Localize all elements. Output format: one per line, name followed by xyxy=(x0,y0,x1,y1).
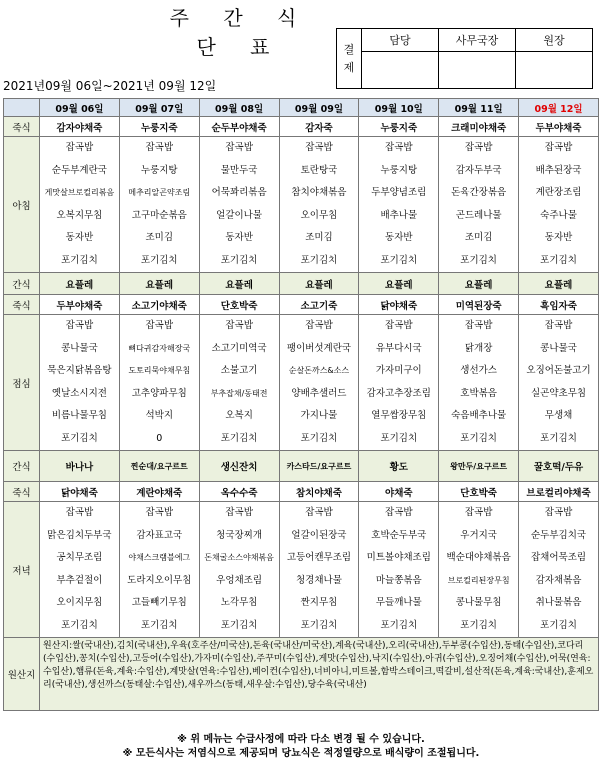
menu-item: 오징어돈불고기 xyxy=(526,365,591,376)
breakfast-day-cell xyxy=(279,137,359,273)
snack-pm-label: 간식 xyxy=(4,451,40,482)
day-header: 09월 10일 xyxy=(359,99,439,117)
menu-item: 잡곡밥 xyxy=(225,320,253,331)
lunch-label: 점심 xyxy=(4,315,40,451)
menu-item: 물만두국 xyxy=(220,164,258,176)
breakfast-label: 아침 xyxy=(4,137,40,273)
lunch-day-cell xyxy=(519,315,599,451)
menu-item: 감자고추장조림 xyxy=(366,387,431,399)
menu-item: 뼈다귀감자해장국 xyxy=(128,343,191,353)
menu-item: 짠지무침 xyxy=(300,597,338,608)
lunch-day-cell xyxy=(119,315,199,451)
menu-item: 잡곡밥 xyxy=(225,142,253,153)
menu-item: 얼갈이나물 xyxy=(216,209,263,221)
menu-item: 메추리알곤약조림 xyxy=(128,188,191,197)
lunch-day-cell xyxy=(439,315,519,451)
menu-item: 포기김치 xyxy=(540,619,577,631)
snack-am-cell: 요플레 xyxy=(199,273,279,295)
snack-pm-cell: 찐순대/요구르트 xyxy=(119,451,199,482)
menu-item: 잡곡밥 xyxy=(464,507,493,518)
approval-sign-director[interactable] xyxy=(516,52,593,89)
dinner-day-cell xyxy=(279,502,359,638)
origin-text: 원산지:쌀(국내산),김치(국내산),우육(호주산/미국산),돈육(국내산/미국산),계육(국내산),오리(국내산),두부콩(수입산),동태(수입산),코다리(수입산),꽁치(수입산),고등어(수입산),가자미(수입산),주꾸미(수입산),게맛(수입산),낙지(수입산),아귀(수입산),오징어채(수입산),어묵(연육:수입산),햄류(돈육,계육:수입산),계맛살(연육:수입산),베이컨(수입산),너비아니,미트볼,함박스테이크,떡갈비,설산적(돈육,계육:국내산),훈제오리(국내산),생선까스(동태살:수입산),새우까스(동태,새우살:수입산),당수육(국내산) xyxy=(40,638,599,711)
menu-item: 동자반 xyxy=(225,232,253,243)
day-header: 09월 07일 xyxy=(119,99,199,117)
menu-item: 토란탕국 xyxy=(300,164,338,176)
breakfast-day-cell xyxy=(519,137,599,273)
menu-item: 소고기미역국 xyxy=(211,342,267,354)
breakfast-porridge-cell: 감자야채죽 xyxy=(40,117,120,137)
approval-label xyxy=(337,29,362,89)
menu-item: 잡채어묵조림 xyxy=(531,552,587,563)
menu-item: 오복지 xyxy=(225,410,253,421)
dinner-porridge-cell: 참치야채죽 xyxy=(279,482,359,502)
menu-item: 고등어캔무조림 xyxy=(286,552,352,563)
weekly-menu-table xyxy=(3,98,599,711)
lunch-porridge-cell: 두부야채죽 xyxy=(40,295,120,315)
notice-change: ※ 위 메뉴는 수급사정에 따라 다소 변경 될 수 있습니다. xyxy=(177,734,425,745)
lunch-porridge-cell: 소고기죽 xyxy=(279,295,359,315)
menu-item: 포기김치 xyxy=(460,619,497,631)
menu-item: 공치무조림 xyxy=(56,552,103,563)
menu-item: 포기김치 xyxy=(61,254,98,266)
menu-item: 잡곡밥 xyxy=(385,507,413,518)
snack-pm-cell: 바나나 xyxy=(40,451,120,482)
menu-item: 잡곡밥 xyxy=(145,142,174,153)
lunch-day-cell xyxy=(40,315,120,451)
lunch-day-cell xyxy=(359,315,439,451)
menu-item: 묵은지닭볶음탕 xyxy=(47,365,112,376)
menu-item: 감자두부국 xyxy=(455,164,502,176)
menu-item: 포기김치 xyxy=(460,432,497,444)
menu-item: 포기김치 xyxy=(140,254,178,266)
dinner-porridge-cell: 닭야채죽 xyxy=(40,482,120,502)
menu-item: 돈채굴소스야채볶음 xyxy=(204,553,274,562)
menu-item: 부추잡채/동태전 xyxy=(210,388,268,398)
menu-item: 백순대야채볶음 xyxy=(446,552,511,563)
day-header-sunday: 09월 12일 xyxy=(519,99,599,117)
menu-item: 숙주나물 xyxy=(540,209,577,221)
menu-item: 포기김치 xyxy=(220,619,258,631)
menu-item: 잡곡밥 xyxy=(385,320,413,331)
menu-item: 무들깨나물 xyxy=(375,597,422,608)
menu-item: 계란장조림 xyxy=(535,187,582,198)
menu-item: 우거지국 xyxy=(460,529,497,541)
menu-item: 가자미구이 xyxy=(375,365,422,376)
breakfast-day-cell xyxy=(439,137,519,273)
menu-item: 포기김치 xyxy=(61,432,98,444)
menu-item: 고구마순볶음 xyxy=(131,209,187,221)
menu-item: 누룽지탕 xyxy=(380,164,418,176)
breakfast-porridge-cell: 순두부야채죽 xyxy=(199,117,279,137)
approval-role-staff: 담당 xyxy=(362,29,439,52)
menu-item: 잡곡밥 xyxy=(544,320,573,331)
menu-item: 포기김치 xyxy=(380,619,418,631)
menu-item: 포기김치 xyxy=(540,254,577,266)
snack-pm-cell: 카스타드/요구르트 xyxy=(279,451,359,482)
menu-item: 고추양파무침 xyxy=(131,387,187,399)
snack-pm-cell: 생신잔치 xyxy=(199,451,279,482)
menu-item: 조미김 xyxy=(464,232,493,243)
lunch-day-cell xyxy=(279,315,359,451)
menu-item: 고들빼기무침 xyxy=(131,597,187,608)
menu-item: 조미김 xyxy=(145,232,174,243)
snack-pm-row xyxy=(4,451,599,482)
snack-pm-cell: 꿀호떡/두유 xyxy=(519,451,599,482)
dinner-day-cell xyxy=(519,502,599,638)
approval-role-manager: 사무국장 xyxy=(439,29,516,52)
menu-item: 호박볶음 xyxy=(460,387,497,399)
menu-item: 두부양념조림 xyxy=(371,187,427,198)
lunch-row xyxy=(4,315,599,451)
menu-item: 얼갈이된장국 xyxy=(291,529,347,541)
day-header: 09월 09일 xyxy=(279,99,359,117)
menu-item: 잡곡밥 xyxy=(464,320,493,331)
menu-item: 팽이버섯계란국 xyxy=(286,342,352,354)
menu-item: 취나물볶음 xyxy=(535,597,582,608)
menu-item: 잡곡밥 xyxy=(145,320,174,331)
breakfast-porridge-cell: 누룽지죽 xyxy=(119,117,199,137)
lunch-porridge-cell: 소고기야채죽 xyxy=(119,295,199,315)
dinner-day-cell xyxy=(359,502,439,638)
snack-pm-cell: 황도 xyxy=(359,451,439,482)
snack-am-row xyxy=(4,273,599,295)
menu-item: 잡곡밥 xyxy=(65,142,94,153)
menu-item: 포기김치 xyxy=(300,619,338,631)
snack-am-cell: 요플레 xyxy=(439,273,519,295)
menu-item: 노각무침 xyxy=(220,597,258,608)
menu-item: 비름나물무침 xyxy=(51,410,107,421)
menu-item: 포기김치 xyxy=(540,432,577,444)
menu-item: 유부다시국 xyxy=(375,342,422,354)
menu-item: 생선가스 xyxy=(460,365,497,376)
approval-label-2: 제 xyxy=(343,60,355,74)
dinner-day-cell xyxy=(40,502,120,638)
approval-sign-manager[interactable] xyxy=(439,52,516,89)
breakfast-day-cell xyxy=(359,137,439,273)
menu-item: 돈육간장볶음 xyxy=(451,187,507,198)
lunch-porridge-cell: 흑임자죽 xyxy=(519,295,599,315)
menu-item: 열무쌈장무침 xyxy=(371,410,427,421)
dinner-porridge-cell: 브로컬리야채죽 xyxy=(519,482,599,502)
dinner-porridge-cell: 옥수수죽 xyxy=(199,482,279,502)
dinner-day-cell xyxy=(119,502,199,638)
menu-item: 잡곡밥 xyxy=(305,142,333,153)
lunch-day-cell xyxy=(199,315,279,451)
menu-item: 순두부계란국 xyxy=(51,164,107,176)
menu-item: 오이지무침 xyxy=(56,597,103,608)
menu-item: 오이무침 xyxy=(300,209,338,221)
menu-item: 미트볼야채조림 xyxy=(366,552,431,563)
dinner-row xyxy=(4,502,599,638)
dinner-porridge-label: 죽식 xyxy=(4,482,40,502)
menu-item: 콩나물국 xyxy=(61,342,98,354)
menu-item: 게맛살브로컬리볶음 xyxy=(44,188,115,197)
breakfast-day-cell xyxy=(40,137,120,273)
menu-item: 순두부김치국 xyxy=(531,529,587,541)
approval-role-director: 원장 xyxy=(516,29,593,52)
menu-item: 맑은김치두부국 xyxy=(47,529,112,541)
menu-item: 석박지 xyxy=(145,410,174,421)
breakfast-porridge-cell: 크래미야채죽 xyxy=(439,117,519,137)
dinner-porridge-cell: 계란야채죽 xyxy=(119,482,199,502)
menu-item: 순살돈까스&소스 xyxy=(288,366,350,375)
menu-item: 가지나물 xyxy=(300,410,338,421)
breakfast-porridge-label: 죽식 xyxy=(4,117,40,137)
lunch-porridge-cell: 단호박죽 xyxy=(199,295,279,315)
day-header: 09월 06일 xyxy=(40,99,120,117)
menu-item: 포기김치 xyxy=(300,432,338,444)
menu-item: 포기김치 xyxy=(220,254,258,266)
menu-item: 잡곡밥 xyxy=(225,507,253,518)
menu-item: 누룽지탕 xyxy=(140,164,178,176)
day-header-row xyxy=(4,99,599,117)
menu-item: 배추나물 xyxy=(380,209,418,221)
snack-am-cell: 요플레 xyxy=(279,273,359,295)
lunch-porridge-row xyxy=(4,295,599,315)
menu-item: 동자반 xyxy=(65,232,94,243)
snack-pm-cell: 왕만두/요구르트 xyxy=(439,451,519,482)
menu-item: 포기김치 xyxy=(61,619,98,631)
menu-item: 청국장찌개 xyxy=(216,529,263,541)
menu-item: 옛날소시지전 xyxy=(51,387,107,399)
snack-am-cell: 요플레 xyxy=(359,273,439,295)
menu-item: 청경채나물 xyxy=(296,574,342,586)
snack-am-cell: 요플레 xyxy=(40,273,120,295)
menu-item: 포기김치 xyxy=(220,432,258,444)
menu-item: 호박순두부국 xyxy=(371,529,427,541)
snack-am-cell: 요플레 xyxy=(519,273,599,295)
menu-item: 무생채 xyxy=(544,410,573,421)
menu-item: 참치야채볶음 xyxy=(291,187,347,198)
approval-sign-staff[interactable] xyxy=(362,52,439,89)
dinner-day-cell xyxy=(199,502,279,638)
menu-item: 잡곡밥 xyxy=(305,320,333,331)
menu-item: 콩나물무침 xyxy=(455,597,502,608)
lunch-porridge-cell: 미역된장죽 xyxy=(439,295,519,315)
menu-item: 포기김치 xyxy=(300,254,338,266)
menu-item: 도토리묵야채무침 xyxy=(128,366,191,375)
menu-item: 0 xyxy=(156,432,163,444)
approval-box xyxy=(336,28,593,89)
menu-item: 잡곡밥 xyxy=(65,320,94,331)
dinner-porridge-cell: 야채죽 xyxy=(359,482,439,502)
day-header: 09월 11일 xyxy=(439,99,519,117)
menu-item: 마늘쫑볶음 xyxy=(375,574,422,586)
page-title: 주 간 식 단 표 xyxy=(169,6,311,59)
menu-item: 배추된장국 xyxy=(535,164,582,176)
menu-item: 조미김 xyxy=(305,232,333,243)
origin-label: 원산지 xyxy=(4,638,40,711)
menu-item: 야채스크램블에그 xyxy=(128,553,191,562)
breakfast-day-cell xyxy=(119,137,199,273)
menu-item: 도라지오이무침 xyxy=(127,574,192,586)
menu-item: 실곤약초무침 xyxy=(531,387,587,399)
menu-item: 잡곡밥 xyxy=(65,507,94,518)
menu-item: 포기김치 xyxy=(460,254,497,266)
dinner-porridge-cell: 단호박죽 xyxy=(439,482,519,502)
corner-cell xyxy=(4,99,40,117)
menu-item: 오복지무침 xyxy=(56,209,103,221)
menu-item: 잡곡밥 xyxy=(544,142,573,153)
menu-item: 포기김치 xyxy=(140,619,178,631)
menu-item: 소불고기 xyxy=(220,365,258,376)
menu-item: 잡곡밥 xyxy=(305,507,333,518)
menu-item: 닭개장 xyxy=(464,342,493,354)
menu-period: 2021년09월 06일~2021년 09월 12일 xyxy=(3,79,217,93)
menu-item: 잡곡밥 xyxy=(464,142,493,153)
menu-item: 잡곡밥 xyxy=(145,507,174,518)
menu-item: 양배추샐러드 xyxy=(291,387,347,399)
day-header: 09월 08일 xyxy=(199,99,279,117)
dinner-porridge-row xyxy=(4,482,599,502)
menu-item: 포기김치 xyxy=(380,254,418,266)
menu-item: 잡곡밥 xyxy=(544,507,573,518)
notice-diet: ※ 모든식사는 저염식으로 제공되며 당뇨식은 적정열량으로 배식량이 조절됩니다. xyxy=(122,748,480,759)
breakfast-porridge-row xyxy=(4,117,599,137)
menu-item: 동자반 xyxy=(544,232,573,243)
breakfast-porridge-cell: 감자죽 xyxy=(279,117,359,137)
snack-am-label: 간식 xyxy=(4,273,40,295)
menu-item: 부추겉절이 xyxy=(56,574,103,586)
menu-item: 잡곡밥 xyxy=(385,142,413,153)
origin-row xyxy=(4,638,599,711)
snack-am-cell: 요플레 xyxy=(119,273,199,295)
lunch-porridge-cell: 닭야채죽 xyxy=(359,295,439,315)
menu-item: 포기김치 xyxy=(380,432,418,444)
dinner-day-cell xyxy=(439,502,519,638)
menu-item: 우엉채조림 xyxy=(216,574,263,586)
menu-item: 감자채볶음 xyxy=(535,574,582,586)
menu-item: 숙음배추나물 xyxy=(451,410,507,421)
breakfast-porridge-cell: 누룽지죽 xyxy=(359,117,439,137)
dinner-label: 저녁 xyxy=(4,502,40,638)
menu-item: 콩나물국 xyxy=(540,342,577,354)
menu-item: 어묵꽈리볶음 xyxy=(211,187,267,198)
menu-item: 곤드레나물 xyxy=(455,209,502,221)
breakfast-day-cell xyxy=(199,137,279,273)
approval-label-1: 결 xyxy=(343,42,355,56)
menu-item: 브로컬리된장무침 xyxy=(447,575,510,585)
lunch-porridge-label: 죽식 xyxy=(4,295,40,315)
breakfast-porridge-cell: 두부야채죽 xyxy=(519,117,599,137)
menu-item: 동자반 xyxy=(385,232,413,243)
breakfast-row xyxy=(4,137,599,273)
menu-item: 감자표고국 xyxy=(136,529,183,541)
